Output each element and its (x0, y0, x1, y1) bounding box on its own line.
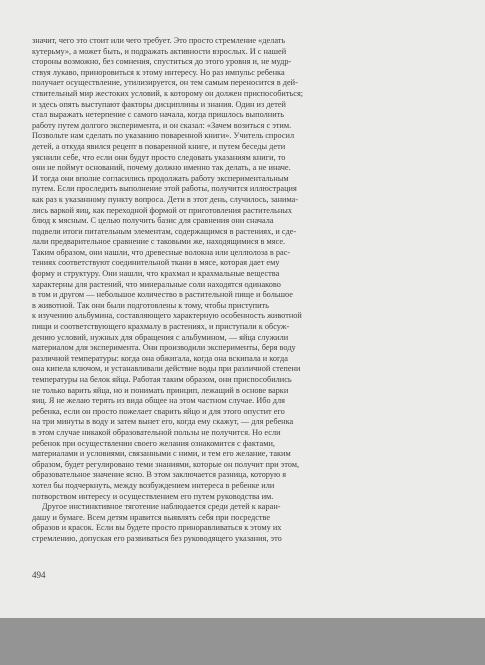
text-line: в животной. Так они были подготовлены к тому, чтобы приступить (32, 300, 269, 310)
text-line: путем. Если проследить выполнение этой работы, получится иллюстрация (32, 184, 297, 194)
text-line: потворством интересу и осуществлением его путем руководства им. (32, 491, 274, 501)
text-line: значит, чего это стоит или чего требует. Это просто стремление «делать (32, 36, 286, 45)
text-line: образом, будет регулировано теми знаниями, которые он получит при этом, (32, 459, 300, 469)
text-line: лали предварительное сравнение с таковыми же, находящимися в мясе. (32, 237, 286, 247)
text-line: на три минуты в воду и затем вынет его, когда ему скажут, — для ребенка (32, 417, 294, 427)
text-line: в том и другом — небольшое количество в растительной пище и большое (32, 290, 293, 300)
text-line: подвели итоги питательным элементам, содержащимся в растениях, и сде- (32, 226, 297, 236)
text-line: ствительный мир жестоких условий, к которому он должен приспособиться; (32, 88, 304, 98)
text-line: она кипела ключом, и устанавливали действие воды при различной степени (32, 364, 301, 374)
text-line: работу путем долгого эксперимента, и он сказал: «Зачем возиться с этим. (32, 120, 292, 130)
text-line: хотел бы подчеркнуть, между возбуждением интереса в ребенке или (32, 480, 275, 490)
text-line: различной температуры: когда она обжигала, когда она вскипала и когда (32, 353, 288, 363)
text-line: температуры на белок яйца. Работая таким образом, они приспособились (32, 375, 292, 384)
text-line: детей, а откуда явился рецепт в поваренной книге, и путем беседы дети (32, 141, 286, 151)
page-number: 494 (32, 570, 46, 580)
text-line: яиц. Я не желаю терять из вида общее на этом частном случае. Ибо для (32, 396, 285, 406)
scan-background (0, 618, 485, 665)
text-line: к изучению альбумина, составляющего характерную особенность животной (32, 311, 302, 321)
text-line: дашу и бумаге. Всем детям нравится выявлять себя при посредстве (32, 512, 271, 522)
text-line: стремлению, допуская его развиваться без руководящего указания, это (32, 533, 282, 543)
text-line: стороны возможно, без сомнения, спуститься до этого уровня и, не мудр- (32, 57, 292, 67)
text-line: материалом для эксперимента. Они производили эксперименты, беря воду (32, 343, 296, 353)
text-line: получает осуществление, утилизируется, он тем самым переносится в дей- (32, 78, 298, 88)
text-line: Позвольте нам сделать по указанию поваренной книги». Учитель спросил (32, 131, 295, 141)
text-line: не только варить яйца, но и понимать принцип, лежащий в основе варки (32, 385, 289, 395)
text-line: материалами и условиями, связанными с ними, и тем его желание, таким (32, 449, 291, 459)
text-line: И тогда они вполне согласились продолжать работу экспериментальным (32, 173, 289, 183)
text-line: образов и красок. Если вы будете просто приноравливаться к этому их (32, 523, 282, 533)
text-line: в этом случае никакой образовательной пользы не получится. Но если (32, 427, 281, 437)
text-line: ребенка, если он просто пожелает сварить яйцо и для этого опустит его (32, 406, 285, 416)
text-line: пищи и соответствующего крахмалу в растениях, и приступали к обсуж- (32, 322, 290, 332)
text-line: тениях соответствуют соединительной ткани в мясе, которая дает ему (32, 258, 280, 268)
text-line: дению условий, нужных для обращения с альбумином, — яйца служили (32, 332, 289, 342)
text-line: характерны для растений, что минеральные соли находятся одинаково (32, 279, 281, 289)
text-line: стал выражать нетерпение с самого начала, когда пришлось выполнить (32, 110, 285, 120)
text-line: уяснили себе, что если они будут просто следовать указаниям книги, то (32, 152, 286, 162)
text-line: как раз к указанному пункту вопроса. Дети в этот день, случилось, занима- (32, 194, 299, 204)
text-line: Другое инстинктивное тяготение наблюдается среди детей к каран- (42, 502, 281, 512)
body-text (32, 36, 456, 545)
text-line: форму и структуру. Они нашли, что крахмал и крахмальные вещества (32, 269, 280, 279)
text-line: блюд к мясным. С целью получить базис для сравнения они сначала (32, 216, 274, 226)
text-line: и здесь опять выступают факторы дисциплины и знания. Один из детей (32, 99, 286, 109)
text-line: ствуя лукаво, приноровиться к этому интересу. Но раз импульс ребенка (32, 67, 285, 77)
text-line: кутерьму», а может быть, и подражать активности взрослых. И с нашей (32, 46, 287, 56)
text-line: они не поймут оснований, почему должно именно так делать, а не иначе. (32, 163, 291, 173)
text-line: ребенок при осуществлении своего желания ознакомится с фактами, (32, 438, 275, 448)
text-line: образовательное значение ясно. В этом заключается разница, которую я (32, 470, 287, 480)
text-line: Таким образом, они нашли, что древесные волокна или целлюлоза в рас- (32, 247, 291, 257)
text-line: лись варкой яиц, как переходной формой от приготовления растительных (32, 205, 292, 215)
